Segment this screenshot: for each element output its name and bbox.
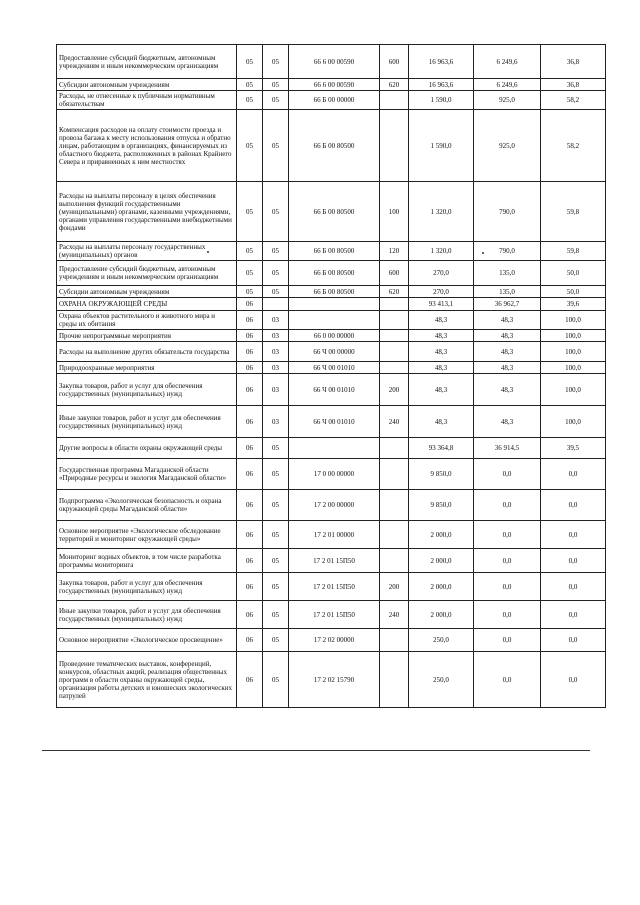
table-row	[57, 298, 606, 311]
cell-pct: 0,0	[541, 573, 606, 601]
table-row	[57, 311, 606, 330]
cell-plan: 2 000,0	[409, 521, 474, 549]
cell-code: 17 2 01 00000	[289, 521, 380, 549]
cell-code: 17 2 00 00000	[289, 490, 380, 521]
cell-pct: 0,0	[541, 490, 606, 521]
cell-type	[380, 438, 409, 459]
cell-plan: 1 320,0	[409, 182, 474, 242]
cell-type	[380, 549, 409, 573]
cell-pct: 59,8	[541, 242, 606, 261]
cell-plan: 48,3	[409, 406, 474, 438]
cell-pct: 39,6	[541, 298, 606, 311]
cell-type: 200	[380, 573, 409, 601]
cell-name: Субсидии автономным учреждениям	[57, 286, 237, 298]
cell-type	[380, 330, 409, 342]
cell-pct: 100,0	[541, 342, 606, 362]
cell-sub: 05	[263, 242, 289, 261]
cell-pct: 39,5	[541, 438, 606, 459]
cell-type: 100	[380, 182, 409, 242]
budget-table	[56, 44, 606, 708]
cell-plan: 48,3	[409, 342, 474, 362]
cell-plan: 1 590,0	[409, 91, 474, 110]
cell-sec: 06	[237, 438, 263, 459]
cell-fact: 0,0	[474, 652, 541, 708]
cell-sub: 05	[263, 601, 289, 629]
cell-plan: 2 000,0	[409, 549, 474, 573]
table-row	[57, 374, 606, 406]
cell-type	[380, 91, 409, 110]
cell-plan: 2 000,0	[409, 601, 474, 629]
cell-sec: 06	[237, 490, 263, 521]
cell-code: 66 Б 00 80500	[289, 286, 380, 298]
cell-code: 66 0 00 00000	[289, 330, 380, 342]
cell-name: Другие вопросы в области охраны окружающей среды	[57, 438, 237, 459]
table-row	[57, 573, 606, 601]
cell-fact: 0,0	[474, 521, 541, 549]
cell-type: 600	[380, 261, 409, 286]
cell-name: Закупка товаров, работ и услуг для обеспечения государственных (муниципальных) нужд	[57, 374, 237, 406]
cell-name: Расходы, не отнесенные к публичным нормативным обязательствам	[57, 91, 237, 110]
table-row	[57, 286, 606, 298]
table-row	[57, 45, 606, 79]
cell-name: Иные закупки товаров, работ и услуг для обеспечения государственных (муниципальных) нужд	[57, 601, 237, 629]
cell-type: 620	[380, 79, 409, 91]
cell-sec: 06	[237, 342, 263, 362]
cell-sec: 06	[237, 629, 263, 652]
cell-sub: 05	[263, 79, 289, 91]
table-row	[57, 652, 606, 708]
cell-plan: 270,0	[409, 261, 474, 286]
cell-plan: 16 963,6	[409, 79, 474, 91]
cell-sub: 03	[263, 374, 289, 406]
cell-fact: 0,0	[474, 549, 541, 573]
cell-plan: 93 364,8	[409, 438, 474, 459]
cell-fact: 48,3	[474, 406, 541, 438]
cell-type: 120	[380, 242, 409, 261]
cell-pct: 100,0	[541, 406, 606, 438]
cell-sec: 06	[237, 549, 263, 573]
cell-sub: 03	[263, 342, 289, 362]
cell-sub: 03	[263, 406, 289, 438]
cell-code: 17 2 02 00000	[289, 629, 380, 652]
table-row	[57, 261, 606, 286]
cell-type: 200	[380, 374, 409, 406]
cell-code	[289, 311, 380, 330]
cell-sec: 05	[237, 45, 263, 79]
cell-fact: 48,3	[474, 374, 541, 406]
cell-sec: 06	[237, 573, 263, 601]
cell-name: Компенсация расходов на оплату стоимости проезда и провоза багажа к месту использования отпуска и обратно лицам, работающим в организациях, финансируемых из областного бюджета, расположенных в районах Крайнего Севера и приравненных к ним местностях	[57, 110, 237, 182]
cell-sub: 05	[263, 45, 289, 79]
cell-fact: 6 249,6	[474, 79, 541, 91]
cell-pct: 0,0	[541, 549, 606, 573]
table-row	[57, 490, 606, 521]
cell-sub: 05	[263, 91, 289, 110]
cell-code: 66 Б 00 80500	[289, 261, 380, 286]
cell-pct: 100,0	[541, 374, 606, 406]
cell-name: Основное мероприятие «Экологическое обследование территорий и мониторинг окружающей среды»	[57, 521, 237, 549]
cell-sub: 05	[263, 438, 289, 459]
cell-code	[289, 298, 380, 311]
cell-fact: 36 914,5	[474, 438, 541, 459]
cell-type: 600	[380, 45, 409, 79]
cell-sec: 05	[237, 79, 263, 91]
cell-code	[289, 438, 380, 459]
table-row	[57, 342, 606, 362]
cell-plan: 9 850,0	[409, 490, 474, 521]
table-row	[57, 459, 606, 490]
cell-sub: 05	[263, 182, 289, 242]
cell-sec: 06	[237, 652, 263, 708]
cell-plan: 93 413,1	[409, 298, 474, 311]
cell-sub: 05	[263, 549, 289, 573]
cell-fact: 135,0	[474, 286, 541, 298]
cell-plan: 270,0	[409, 286, 474, 298]
cell-name: Иные закупки товаров, работ и услуг для обеспечения государственных (муниципальных) нужд	[57, 406, 237, 438]
cell-name: Расходы на выполнение других обязательств государства	[57, 342, 237, 362]
cell-name: Закупка товаров, работ и услуг для обеспечения государственных (муниципальных) нужд	[57, 573, 237, 601]
cell-plan: 250,0	[409, 652, 474, 708]
cell-sub: 03	[263, 330, 289, 342]
cell-type	[380, 362, 409, 374]
cell-type: 240	[380, 406, 409, 438]
cell-pct: 36,8	[541, 79, 606, 91]
cell-code: 66 Б 00 80500	[289, 182, 380, 242]
cell-fact: 0,0	[474, 573, 541, 601]
table-row	[57, 406, 606, 438]
cell-sec: 06	[237, 362, 263, 374]
cell-fact: 48,3	[474, 330, 541, 342]
cell-type	[380, 110, 409, 182]
cell-sub: 03	[263, 362, 289, 374]
table-row	[57, 549, 606, 573]
cell-sec: 06	[237, 311, 263, 330]
cell-pct: 59,8	[541, 182, 606, 242]
cell-sub: 05	[263, 261, 289, 286]
cell-plan: 250,0	[409, 629, 474, 652]
table-row	[57, 79, 606, 91]
cell-sec: 06	[237, 459, 263, 490]
cell-name: Расходы на выплаты персоналу в целях обеспечения выполнения функций государственными (муниципальными) органами, казенными учреждениями, органами управления государственными внебюджетными фондами	[57, 182, 237, 242]
cell-plan: 48,3	[409, 330, 474, 342]
table-row	[57, 91, 606, 110]
cell-fact: 925,0	[474, 91, 541, 110]
cell-sec: 05	[237, 91, 263, 110]
cell-type	[380, 298, 409, 311]
cell-fact: 925,0	[474, 110, 541, 182]
cell-type	[380, 521, 409, 549]
cell-fact: 6 249,6	[474, 45, 541, 79]
cell-name: Подпрограмма «Экологическая безопасность и охрана окружающей среды Магаданской области»	[57, 490, 237, 521]
cell-sec: 05	[237, 261, 263, 286]
cell-fact: 36 962,7	[474, 298, 541, 311]
cell-sub: 05	[263, 459, 289, 490]
scan-speck	[207, 251, 209, 253]
cell-pct: 0,0	[541, 521, 606, 549]
cell-name: Предоставление субсидий бюджетным, автономным учреждениям и иным некоммерческим организациям	[57, 45, 237, 79]
cell-code: 17 0 00 00000	[289, 459, 380, 490]
cell-sub: 03	[263, 311, 289, 330]
cell-sec: 06	[237, 330, 263, 342]
cell-name: Субсидии автономным учреждениям	[57, 79, 237, 91]
cell-name: Расходы на выплаты персоналу государственных (муниципальных) органов	[57, 242, 237, 261]
cell-sec: 06	[237, 601, 263, 629]
cell-plan: 1 320,0	[409, 242, 474, 261]
cell-sec: 05	[237, 242, 263, 261]
cell-pct: 100,0	[541, 362, 606, 374]
cell-type: 620	[380, 286, 409, 298]
table-row	[57, 110, 606, 182]
cell-name: Мониторинг водных объектов, в том числе разработка программы мониторинга	[57, 549, 237, 573]
cell-type	[380, 342, 409, 362]
cell-pct: 100,0	[541, 330, 606, 342]
cell-plan: 48,3	[409, 374, 474, 406]
cell-code: 17 2 01 15П50	[289, 549, 380, 573]
cell-sub: 05	[263, 629, 289, 652]
cell-sec: 06	[237, 298, 263, 311]
table-row	[57, 521, 606, 549]
cell-pct: 58,2	[541, 91, 606, 110]
cell-fact: 48,3	[474, 311, 541, 330]
cell-plan: 9 850,0	[409, 459, 474, 490]
cell-type	[380, 459, 409, 490]
cell-fact: 135,0	[474, 261, 541, 286]
cell-code: 66 Б 00 00000	[289, 91, 380, 110]
cell-fact: 48,3	[474, 362, 541, 374]
table-row	[57, 629, 606, 652]
cell-pct: 0,0	[541, 629, 606, 652]
cell-fact: 790,0	[474, 242, 541, 261]
cell-type: 240	[380, 601, 409, 629]
cell-sec: 05	[237, 182, 263, 242]
cell-sub	[263, 298, 289, 311]
cell-code: 66 Ч 00 00000	[289, 342, 380, 362]
cell-type	[380, 311, 409, 330]
cell-plan: 48,3	[409, 311, 474, 330]
cell-code: 66 6 00 00590	[289, 79, 380, 91]
cell-name: Прочие непрограммные мероприятия	[57, 330, 237, 342]
cell-pct: 0,0	[541, 601, 606, 629]
table-row	[57, 330, 606, 342]
table-row	[57, 438, 606, 459]
cell-name: Предоставление субсидий бюджетным, автономным учреждениям и иным некоммерческим организациям	[57, 261, 237, 286]
footer-divider	[42, 750, 590, 751]
cell-sec: 05	[237, 110, 263, 182]
cell-fact: 0,0	[474, 601, 541, 629]
cell-fact: 48,3	[474, 342, 541, 362]
cell-code: 66 Б 00 80500	[289, 110, 380, 182]
cell-pct: 100,0	[541, 311, 606, 330]
cell-sub: 05	[263, 521, 289, 549]
cell-pct: 58,2	[541, 110, 606, 182]
cell-fact: 0,0	[474, 629, 541, 652]
table-row	[57, 242, 606, 261]
cell-fact: 0,0	[474, 459, 541, 490]
cell-type	[380, 652, 409, 708]
cell-name: Государственная программа Магаданской области «Природные ресурсы и экология Магаданской области»	[57, 459, 237, 490]
cell-pct: 50,0	[541, 286, 606, 298]
cell-sec: 06	[237, 374, 263, 406]
cell-code: 17 2 02 15790	[289, 652, 380, 708]
cell-name: ОХРАНА ОКРУЖАЮЩЕЙ СРЕДЫ	[57, 298, 237, 311]
cell-sub: 05	[263, 490, 289, 521]
scan-speck	[482, 252, 484, 254]
cell-name: Проведение тематических выставок, конференций, конкурсов, областных акций, реализация общественных программ в области охраны окружающей среды, организация работы детских и юношеских экологических патрулей	[57, 652, 237, 708]
cell-sec: 05	[237, 286, 263, 298]
table-row	[57, 601, 606, 629]
cell-code: 66 Ч 00 01010	[289, 374, 380, 406]
cell-type	[380, 629, 409, 652]
cell-code: 17 2 01 15П50	[289, 601, 380, 629]
cell-plan: 1 590,0	[409, 110, 474, 182]
cell-plan: 48,3	[409, 362, 474, 374]
cell-code: 66 Б 00 80500	[289, 242, 380, 261]
cell-sub: 05	[263, 573, 289, 601]
cell-sub: 05	[263, 286, 289, 298]
table-row	[57, 182, 606, 242]
cell-pct: 50,0	[541, 261, 606, 286]
cell-sub: 05	[263, 652, 289, 708]
cell-plan: 2 000,0	[409, 573, 474, 601]
cell-fact: 790,0	[474, 182, 541, 242]
cell-code: 66 Ч 00 01010	[289, 362, 380, 374]
cell-name: Основное мероприятие «Экологическое просвещение»	[57, 629, 237, 652]
cell-code: 66 Ч 00 01010	[289, 406, 380, 438]
cell-type	[380, 490, 409, 521]
cell-sec: 06	[237, 521, 263, 549]
cell-pct: 0,0	[541, 459, 606, 490]
cell-sub: 05	[263, 110, 289, 182]
cell-sec: 06	[237, 406, 263, 438]
table-row	[57, 362, 606, 374]
cell-code: 66 6 00 00590	[289, 45, 380, 79]
cell-fact: 0,0	[474, 490, 541, 521]
cell-pct: 36,8	[541, 45, 606, 79]
cell-code: 17 2 01 15П50	[289, 573, 380, 601]
cell-name: Охрана объектов растительного и животного мира и среды их обитания	[57, 311, 237, 330]
cell-plan: 16 963,6	[409, 45, 474, 79]
cell-name: Природоохранные мероприятия	[57, 362, 237, 374]
cell-pct: 0,0	[541, 652, 606, 708]
